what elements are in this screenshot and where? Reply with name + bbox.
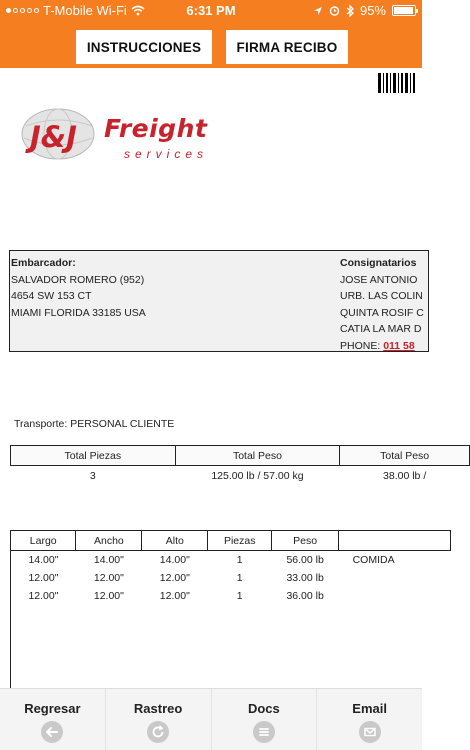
total-pieces-value: 3 — [89, 469, 96, 482]
ancho-header: Ancho — [76, 531, 142, 551]
consignee-address-1: URB. LAS COLIN — [340, 290, 423, 302]
shipper-heading: Embarcador: — [11, 257, 76, 269]
firma-recibo-button[interactable]: FIRMA RECIBO — [226, 30, 348, 64]
totals-header-row — [11, 446, 470, 466]
status-bar — [0, 0, 422, 22]
tab-label: Regresar — [24, 701, 81, 716]
description-cell — [339, 587, 451, 605]
tab-label: Docs — [247, 701, 280, 716]
description-header — [339, 531, 451, 551]
location-arrow-icon — [313, 6, 323, 16]
totals-table — [10, 445, 470, 486]
alto-cell: 14.00" — [159, 553, 190, 566]
transport-type: Transporte: PERSONAL CLIENTE — [14, 418, 175, 430]
consignee-phone-line — [340, 338, 424, 355]
tab-label: Email — [352, 701, 387, 716]
logo-subtitle: services — [124, 147, 209, 161]
totals-value-row — [11, 466, 470, 486]
waybill-document[interactable] — [0, 68, 430, 688]
bluetooth-icon — [346, 5, 354, 17]
piezas-cell: 1 — [236, 589, 243, 602]
refresh-icon — [147, 721, 169, 743]
alto-header: Alto — [142, 531, 208, 551]
instrucciones-button[interactable]: INSTRUCCIONES — [76, 30, 212, 64]
description-cell: COMIDA — [352, 553, 395, 566]
svg-text:J&J: J&J — [30, 120, 77, 154]
tab-regresar[interactable] — [0, 689, 106, 750]
phone-link[interactable]: 011 58 — [383, 339, 415, 352]
bottom-tab-bar — [0, 688, 422, 750]
top-action-bar — [0, 22, 422, 68]
shipper-address: 4654 SW 153 CT — [11, 290, 92, 302]
dimensions-header-row — [11, 531, 451, 551]
envelope-icon — [359, 721, 381, 743]
alarm-icon — [329, 5, 340, 16]
total-volume-weight-value: 38.00 lb / — [383, 469, 427, 482]
table-row — [11, 551, 451, 569]
carrier-name: T-Mobile Wi-Fi — [43, 3, 127, 18]
status-indicators — [313, 3, 416, 18]
total-volume-weight-header: Total Peso — [340, 446, 470, 466]
peso-cell: 56.00 lb — [286, 553, 324, 566]
dimensions-table — [11, 530, 451, 605]
largo-header: Largo — [11, 531, 76, 551]
largo-cell: 12.00" — [28, 571, 59, 584]
company-logo — [20, 106, 210, 166]
ancho-cell: 14.00" — [93, 553, 124, 566]
consignee-block — [340, 255, 424, 354]
alto-cell: 12.00" — [159, 571, 190, 584]
tab-docs[interactable] — [212, 689, 318, 750]
total-weight-value: 125.00 lb / 57.00 kg — [211, 469, 304, 482]
shipper-city: MIAMI FLORIDA 33185 USA — [11, 306, 146, 319]
shipper-consignee-box — [9, 250, 429, 352]
barcode — [378, 73, 415, 93]
shipper-name: SALVADOR ROMERO (952) — [11, 273, 145, 286]
total-weight-header: Total Peso — [175, 446, 340, 466]
piezas-header: Piezas — [208, 531, 272, 551]
back-arrow-icon — [41, 721, 63, 743]
logo-wordmark: Freight — [104, 114, 208, 143]
clock-time: 6:31 PM — [186, 3, 236, 18]
alto-cell: 12.00" — [159, 589, 190, 602]
table-row — [11, 587, 451, 605]
peso-cell: 33.00 lb — [286, 571, 324, 584]
peso-cell: 36.00 lb — [286, 589, 324, 602]
consignee-name: JOSE ANTONIO — [340, 273, 418, 286]
phone-label: PHONE: — [340, 339, 381, 352]
peso-header: Peso — [272, 531, 339, 551]
battery-percent: 95% — [359, 3, 386, 18]
tab-rastreo[interactable] — [106, 689, 212, 750]
largo-cell: 12.00" — [28, 589, 59, 602]
ancho-cell: 12.00" — [93, 571, 124, 584]
description-cell — [339, 569, 451, 587]
consignee-address-2: QUINTA ROSIF C — [340, 306, 424, 319]
consignee-heading: Consignatarios — [340, 257, 417, 269]
ancho-cell: 12.00" — [93, 589, 124, 602]
total-pieces-header: Total Piezas — [11, 446, 176, 466]
largo-cell: 14.00" — [28, 553, 59, 566]
menu-lines-icon — [253, 721, 275, 743]
jj-globe-logo-icon — [20, 106, 100, 162]
tab-label: Rastreo — [133, 701, 183, 716]
consignee-address-3: CATIA LA MAR D — [340, 323, 422, 335]
shipper-block — [11, 255, 146, 321]
piezas-cell: 1 — [236, 571, 243, 584]
piezas-cell: 1 — [236, 553, 243, 566]
battery-icon — [392, 5, 416, 16]
tab-email[interactable] — [317, 689, 422, 750]
table-row — [11, 569, 451, 587]
